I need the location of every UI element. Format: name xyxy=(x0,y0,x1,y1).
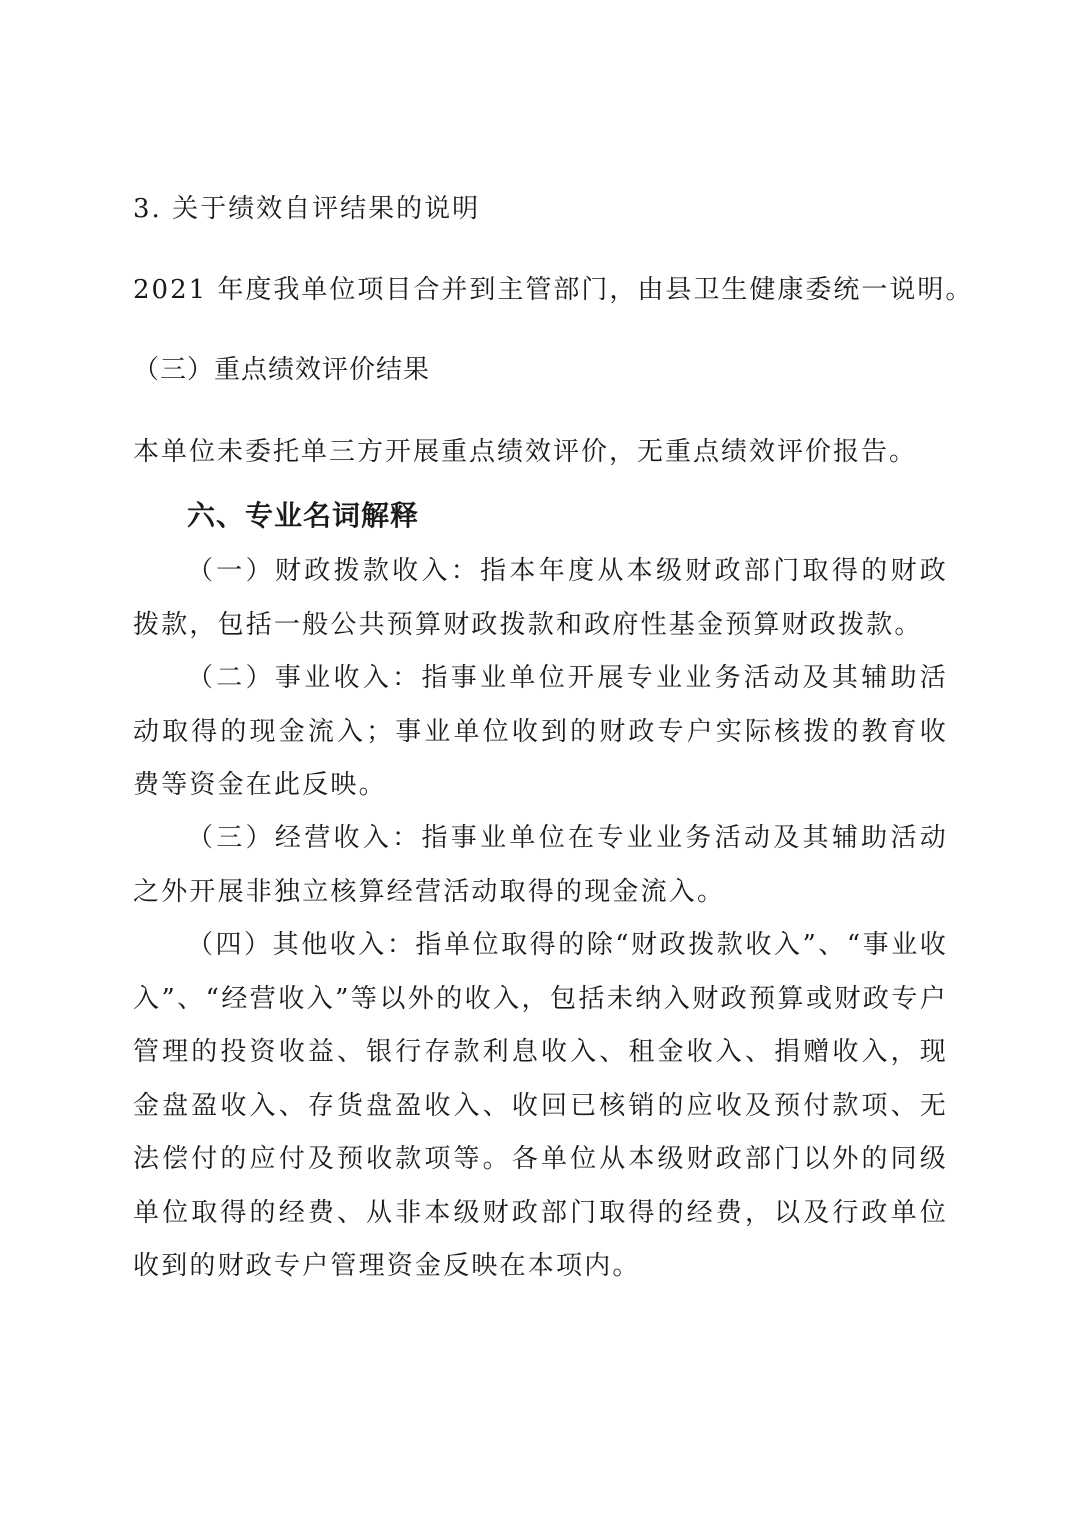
definition-item-1 xyxy=(133,545,948,652)
key-eval-text: 本单位未委托单三方开展重点绩效评价，无重点绩效评价报告。 xyxy=(133,437,918,467)
definition-text: 指单位取得的除“财政拨款收入”、“事业收入”、“经营收入”等以外的收入，包括未纳入财政预算或财政专户管理的投资收益、银行存款利息收入、租金收入、捐赠收入，现金盘盈收入、存货盘盈收入、收回已核销的应收及预付款项、无法偿付的应付及预收款项等。各单位从本级财政部门以外的同级单位取得的经费、从非本级财政部门取得的经费，以及行政单位收到的财政专户管理资金反映在本项内。 xyxy=(133,930,948,1281)
section-3-text: 2021 年度我单位项目合并到主管部门，由县卫生健康委统一说明。 xyxy=(133,275,974,305)
definition-text: 指事业单位在专业业务活动及其辅助活动之外开展非独立核算经营活动取得的现金流入。 xyxy=(133,823,948,907)
definition-term: （四）其他收入： xyxy=(187,930,416,960)
definition-text: 指事业单位开展专业业务活动及其辅助活动取得的现金流入；事业单位收到的财政专户实际核拨的教育收费等资金在此反映。 xyxy=(133,663,948,800)
chapter-six-heading: 六、专业名词解释 xyxy=(187,499,420,532)
definition-text: 指本年度从本级财政部门取得的财政拨款，包括一般公共预算财政拨款和政府性基金预算财政拨款。 xyxy=(133,556,948,640)
definition-term: （一）财政拨款收入： xyxy=(187,556,481,586)
key-eval-heading: （三）重点绩效评价结果 xyxy=(133,355,431,385)
section-3-heading: 3. 关于绩效自评结果的说明 xyxy=(133,194,481,224)
definition-term: （二）事业收入： xyxy=(187,663,422,693)
definition-item-2 xyxy=(133,652,948,813)
definition-item-3 xyxy=(133,812,948,919)
definition-item-4 xyxy=(133,919,948,1294)
definition-term: （三）经营收入： xyxy=(187,823,422,853)
